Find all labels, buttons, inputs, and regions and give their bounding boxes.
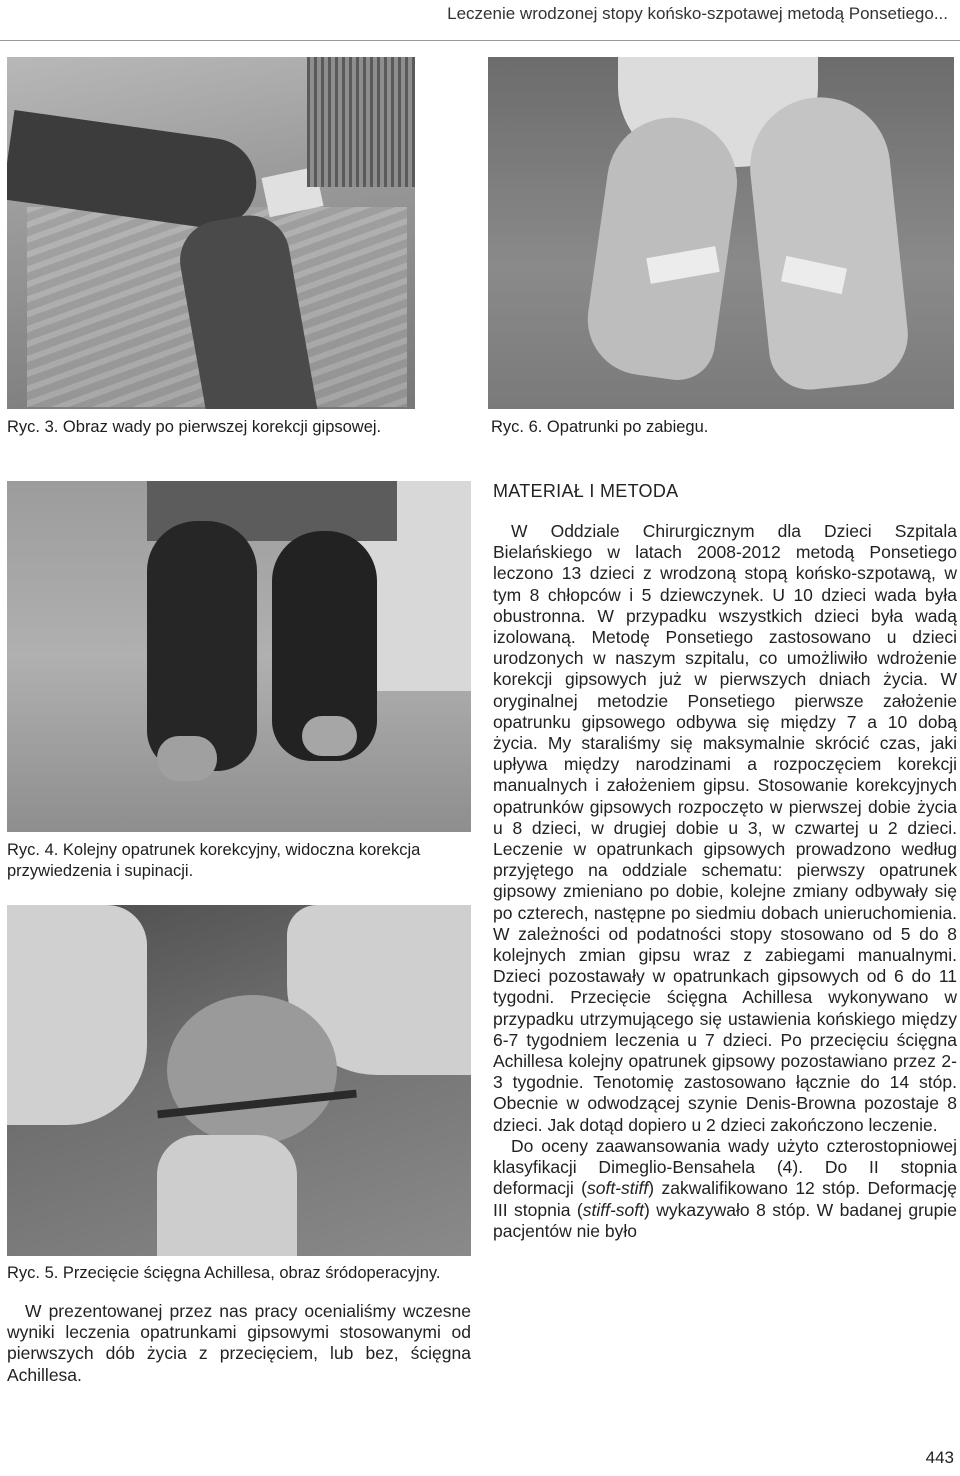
right-column-text	[493, 521, 957, 1242]
grade-iii-term: stiff-soft	[582, 1199, 645, 1220]
running-head: Leczenie wrodzonej stopy końsko-szpotawej metodą Ponsetiego...	[447, 4, 948, 23]
figure-5-caption: Ryc. 5. Przecięcie ścięgna Achillesa, obraz śródoperacyjny.	[7, 1264, 441, 1282]
left-column-text	[7, 1301, 471, 1386]
figure-6-caption: Ryc. 6. Opatrunki po zabiegu.	[491, 418, 709, 436]
method-paragraph-2	[493, 1136, 957, 1242]
method-paragraph-2-part-c: ) wykazywało 8 stóp. W badanej grupie pacjentów nie było	[493, 1199, 958, 1241]
grade-ii-term: soft-stiff	[586, 1178, 649, 1199]
figure-3-caption: Ryc. 3. Obraz wady po pierwszej korekcji gipsowej.	[7, 418, 382, 436]
figure-4-caption: Ryc. 4. Kolejny opatrunek korekcyjny, widoczna korekcja przywiedzenia i supinacji.	[7, 841, 421, 880]
method-paragraph-2-part-b: ) zakwalifikowano 12 stóp. Deformację III stopnia (	[493, 1178, 957, 1220]
page-number: 443	[925, 1448, 954, 1467]
figure-5-photo	[7, 905, 471, 1256]
figure-3-photo	[7, 57, 415, 409]
header-rule	[0, 40, 960, 41]
figure-6-photo	[488, 57, 954, 409]
section-heading: MATERIAŁ I METODA	[493, 481, 679, 501]
method-paragraph-2-part-a: Do oceny zaawansowania wady użyto czterostopniowej klasyfikacji Dimeglio-Bensahela (4). Do II stopnia deformacji (	[493, 1135, 957, 1199]
figure-4-photo	[7, 481, 471, 832]
left-paragraph: W prezentowanej przez nas pracy ocenialiśmy wczesne wyniki leczenia opatrunkami gipsowymi stosowanymi od pierwszych dób życia z przecięciem, lub bez, ścięgna Achillesa.	[7, 1301, 471, 1385]
method-paragraph-1: W Oddziale Chirurgicznym dla Dzieci Szpitala Bielańskiego w latach 2008-2012 metodą Ponsetiego leczono 13 dzieci z wrodzoną stopą końsko-szpotawą, w tym 8 chłopców i 5 dziewczynek. U 10 dzieci wada była obustronna. W przypadku wszystkich dzieci była wadą izolowaną. Metodę Ponsetiego zastosowano u dzieci urodzonych w naszym szpitalu, co umożliwiło wdrożenie korekcji gipsowych już w pierwszych dniach życia. W oryginalnej metodzie Ponsetiego pierwsze założenie opatrunku gipsowego odbywa się między 7 a 10 dobą życia. My staraliśmy się maksymalnie skrócić czas, jaki upływa między narodzinami a rozpoczęciem korekcji manualnych i założeniem gipsu. Stosowanie korekcyjnych opatrunków gipsowych rozpoczęto w pierwszej dobie życia u 8 dzieci, w drugiej dobie u 3, w czwartej u 2 dzieci. Leczenie w opatrunkach gipsowych prowadzono według przyjętego na oddziale schematu: pierwszy opatrunek gipsowy zmieniano po dobie, kolejne zmiany odbywały się po czterech, następne po siedmiu dobach unieruchomienia. W zależności od podatności stopy stosowano od 5 do 8 kolejnych zmian gipsu wraz z zabiegami manualnymi. Dzieci pozostawały w opatrunkach gipsowych od 6 do 11 tygodni. Przecięcie ścięgna Achillesa wykonywano w przypadku utrzymującego się ustawienia końskiego między 6-7 tygodniem leczenia u 7 dzieci. Po przecięciu ścięgna Achillesa kolejny opatrunek gipsowy pozostawiano przez 2-3 tygodnie. Tenotomię zastosowano łącznie do 14 stóp. Obecnie w odwodzącej szynie Denis-Browna pozostaje 8 dzieci. Jak dotąd dopiero u 2 dzieci zakończono leczenie.	[493, 521, 957, 1135]
